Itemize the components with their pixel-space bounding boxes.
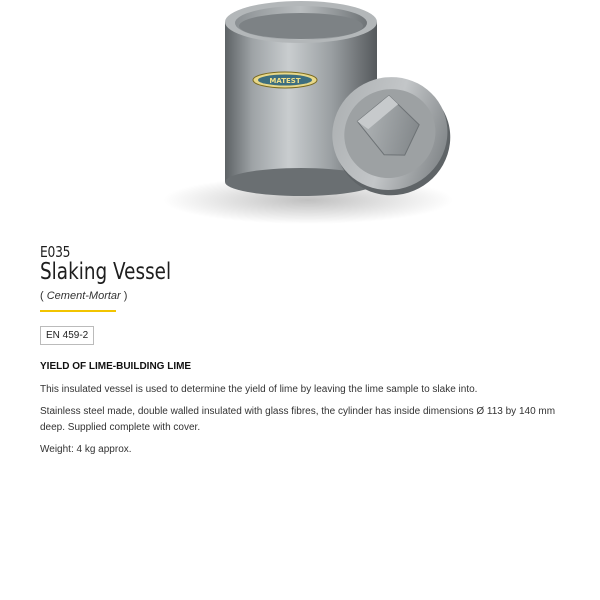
standard-badge: EN 459-2 [40, 326, 94, 345]
page-title: Slaking Vessel [40, 259, 172, 285]
title-accent-divider [40, 310, 116, 312]
category-label: Cement-Mortar [46, 290, 121, 302]
product-code: E035 [40, 243, 71, 261]
description-paragraph: Stainless steel made, double walled insulated with glass fibres, the cylinder has inside dimensions Ø 113 by 140 mm deep. Supplied complete with cover. [40, 406, 556, 433]
subtitle-close-paren: ) [120, 290, 128, 302]
description-paragraph: This insulated vessel is used to determine the yield of lime by leaving the lime sample to slake into. [40, 384, 478, 395]
product-category [40, 290, 127, 302]
matest-logo [253, 72, 317, 88]
product-image [133, 0, 466, 243]
weight-paragraph: Weight: 4 kg approx. [40, 444, 132, 455]
svg-text:MATEST: MATEST [269, 77, 301, 85]
subtitle-open-paren: ( [40, 290, 47, 302]
section-heading: YIELD OF LIME-BUILDING LIME [40, 361, 192, 372]
